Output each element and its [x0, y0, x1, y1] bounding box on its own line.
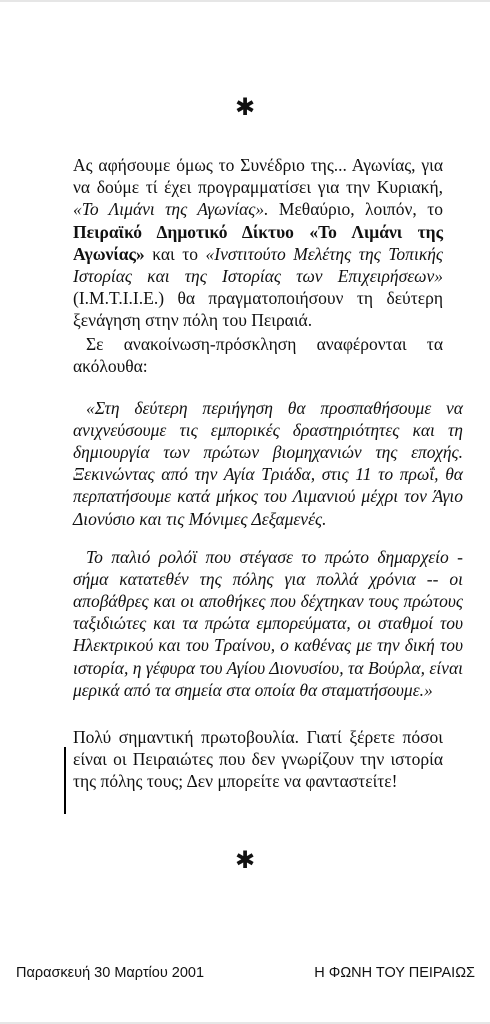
section-separator-bottom: ✱	[234, 846, 256, 874]
intro-text-1: Ας αφήσουμε όμως το Συνέδριο της... Αγωνίας, για να δούμε τί έχει προγραμματίσει για την Κυριακή,	[73, 155, 443, 198]
intro-institute-italic: «Ινστιτούτο Μελέτης της Τοπικής Ιστορίας και της Ιστορίας των Επιχειρήσεων»	[73, 243, 443, 287]
footer-publication: Η ΦΩΝΗ ΤΟΥ ΠΕΙΡΑΙΩΣ	[314, 965, 475, 981]
paragraph-closing	[73, 726, 443, 793]
announcement-text: Σε ανακοίνωση-πρόσκληση αναφέρονται τα ακόλουθα:	[73, 334, 443, 377]
section-separator-top: ✱	[234, 93, 256, 121]
footer-date: Παρασκευή 30 Μαρτίου 2001	[16, 965, 205, 981]
intro-title-italic: «Το Λιμάνι της Αγωνίας».	[73, 199, 269, 220]
quote-text-1: «Στη δεύτερη περιήγηση θα προσπαθήσουμε να ανιχνεύσουμε τις εμπορικές δραστηριότητες και τη δημιουργία των πρώτων βιομηχανιών της εποχής. Ξεκινώντας από την Αγία Τριάδα, στις 11 το πρωΐ, θα περπατήσουμε κατά μήκος του Λιμανιού μέχρι τον Άγιο Διονύσιο και τις Μόνιμες Δεξαμενές.	[73, 397, 463, 529]
intro-network-bold: Πειραϊκό Δημοτικό Δίκτυο «Το Λιμάνι της Αγωνίας»	[73, 221, 443, 264]
quote-part-1	[73, 379, 463, 547]
intro-text-3: και το	[144, 243, 206, 264]
quote-text-2: Το παλιό ρολόϊ που στέγασε το πρώτο δημαρχείο - σήμα κατατεθέν της πόλης για πολλά χρόνια -- οι αποβάθρες και οι αποθήκες που δέχτηκαν τους πρώτους ταξιδιώτες και τα πρώτα εμπορεύματα, οι σταθμοί του Ηλεκτρικού και του Τραίνου, ο καθένας με την δική του ιστορία, η γέφυρα του Αγίου Διονυσίου, τα Βούρλα, είναι μερικά από τα σημεία στα οποία θα σταματήσουμε.»	[73, 546, 463, 700]
margin-bar	[64, 747, 66, 814]
paragraph-announcement	[73, 333, 443, 377]
quote-part-2	[73, 528, 463, 718]
intro-text-2: Μεθαύριο, λοιπόν, το	[268, 199, 443, 220]
paragraph-intro	[73, 154, 443, 332]
closing-text: Πολύ σημαντική πρωτοβουλία. Γιατί ξέρετε πόσοι είναι οι Πειραιώτες που δεν γνωρίζουν την ιστορία της πόλης τους; Δεν μπορείτε να φανταστείτε!	[73, 727, 443, 792]
intro-text-4: (Ι.Μ.Τ.Ι.Ι.Ε.) θα πραγματοποιήσουν τη δεύτερη ξενάγηση στην πόλη του Πειραιά.	[73, 288, 443, 331]
top-edge-rule	[0, 0, 490, 2]
